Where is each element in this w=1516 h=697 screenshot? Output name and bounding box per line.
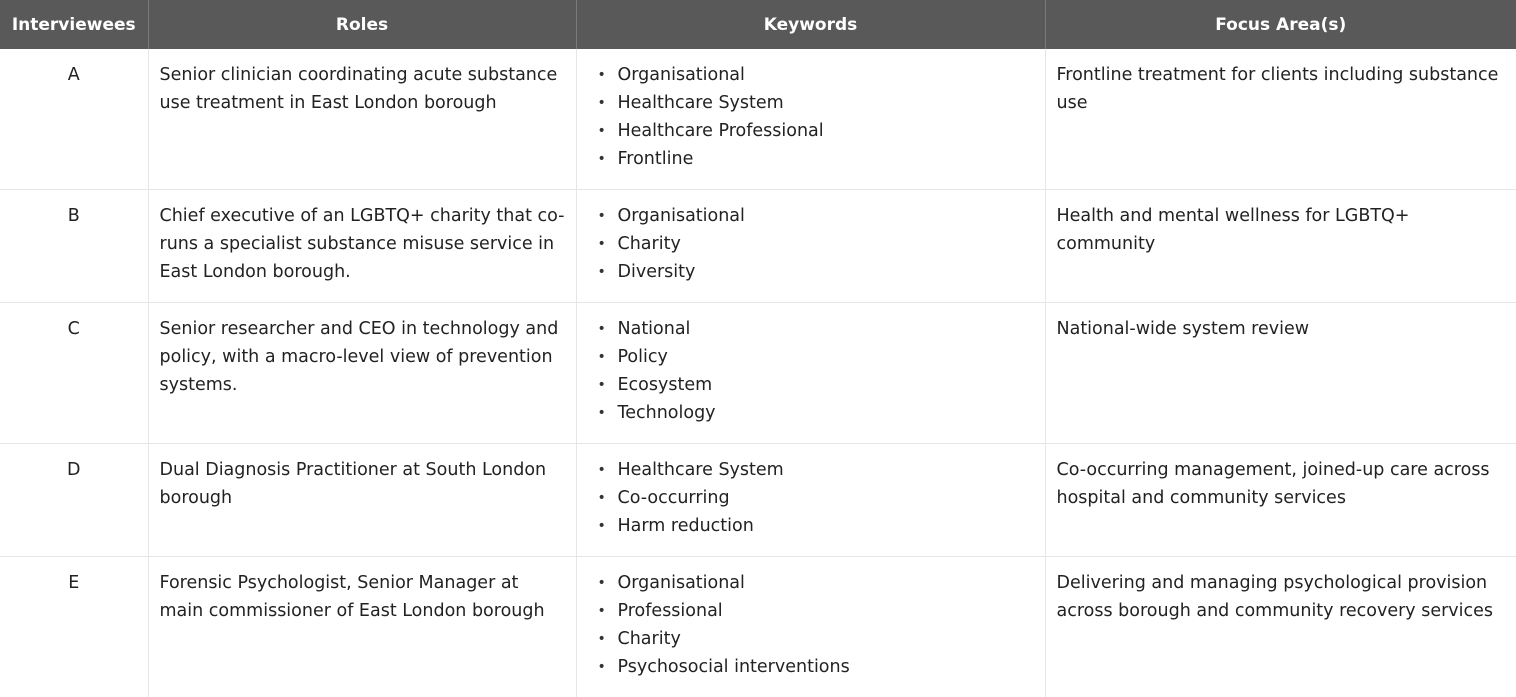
keyword-text: Diversity [618,262,696,282]
keyword-text: Charity [618,234,681,254]
table-row [0,557,1516,697]
bullet-icon: • [598,145,606,173]
bullet-icon: • [598,343,606,371]
keyword-item [618,145,1034,173]
keyword-item [618,343,1034,371]
table-row [0,444,1516,557]
keyword-item [618,230,1034,258]
bullet-icon: • [598,117,606,145]
bullet-icon: • [598,315,606,343]
keyword-item [618,484,1034,512]
bullet-icon: • [598,230,606,258]
focus-cell: National-wide system review [1045,303,1516,444]
keyword-item [618,653,1034,681]
keyword-item [618,597,1034,625]
keyword-text: Harm reduction [618,516,754,536]
keyword-text: Healthcare Professional [618,121,824,141]
table-row [0,303,1516,444]
bullet-icon: • [598,484,606,512]
keyword-text: Healthcare System [618,460,784,480]
keyword-text: Ecosystem [618,375,713,395]
keywords-cell [576,303,1045,444]
keywords-cell [576,557,1045,697]
role-cell: Chief executive of an LGBTQ+ charity that co-runs a specialist substance misuse service in East London borough. [148,190,576,303]
bullet-icon: • [598,653,606,681]
keyword-list [588,61,1034,173]
role-cell: Dual Diagnosis Practitioner at South London borough [148,444,576,557]
bullet-icon: • [598,512,606,540]
keyword-item [618,371,1034,399]
bullet-icon: • [598,371,606,399]
keywords-cell [576,190,1045,303]
keyword-text: Technology [618,403,716,423]
bullet-icon: • [598,597,606,625]
keyword-list [588,202,1034,286]
keyword-item [618,61,1034,89]
table-row [0,49,1516,190]
interviewee-id: C [0,303,148,444]
role-cell: Forensic Psychologist, Senior Manager at main commissioner of East London borough [148,557,576,697]
focus-cell: Frontline treatment for clients including substance use [1045,49,1516,190]
keyword-text: Organisational [618,573,745,593]
keyword-item [618,89,1034,117]
bullet-icon: • [598,625,606,653]
header-roles: Roles [148,0,576,49]
bullet-icon: • [598,258,606,286]
keyword-list [588,569,1034,681]
keyword-text: National [618,319,691,339]
table-body [0,49,1516,697]
bullet-icon: • [598,569,606,597]
header-row [0,0,1516,49]
bullet-icon: • [598,61,606,89]
role-cell: Senior clinician coordinating acute substance use treatment in East London borough [148,49,576,190]
focus-cell: Co-occurring management, joined-up care across hospital and community services [1045,444,1516,557]
header-focus-areas: Focus Area(s) [1045,0,1516,49]
keyword-item [618,399,1034,427]
keyword-text: Frontline [618,149,694,169]
keywords-cell [576,49,1045,190]
keyword-item [618,512,1034,540]
keyword-list [588,456,1034,540]
keyword-item [618,202,1034,230]
keyword-item [618,625,1034,653]
header-keywords: Keywords [576,0,1045,49]
interviewee-id: B [0,190,148,303]
role-cell: Senior researcher and CEO in technology and policy, with a macro-level view of prevention systems. [148,303,576,444]
keyword-text: Professional [618,601,723,621]
keyword-text: Policy [618,347,668,367]
header-interviewees: Interviewees [0,0,148,49]
keyword-text: Charity [618,629,681,649]
keyword-text: Organisational [618,206,745,226]
keyword-item [618,315,1034,343]
focus-cell: Delivering and managing psychological provision across borough and community recovery services [1045,557,1516,697]
table-row [0,190,1516,303]
keyword-text: Organisational [618,65,745,85]
table-header [0,0,1516,49]
interviewee-id: E [0,557,148,697]
keyword-item [618,117,1034,145]
keyword-item [618,569,1034,597]
keyword-item [618,456,1034,484]
keyword-text: Psychosocial interventions [618,657,850,677]
interviewee-id: D [0,444,148,557]
bullet-icon: • [598,456,606,484]
bullet-icon: • [598,89,606,117]
keyword-text: Healthcare System [618,93,784,113]
focus-cell: Health and mental wellness for LGBTQ+ community [1045,190,1516,303]
keyword-item [618,258,1034,286]
interviewee-id: A [0,49,148,190]
bullet-icon: • [598,399,606,427]
keywords-cell [576,444,1045,557]
bullet-icon: • [598,202,606,230]
keyword-list [588,315,1034,427]
keyword-text: Co-occurring [618,488,730,508]
